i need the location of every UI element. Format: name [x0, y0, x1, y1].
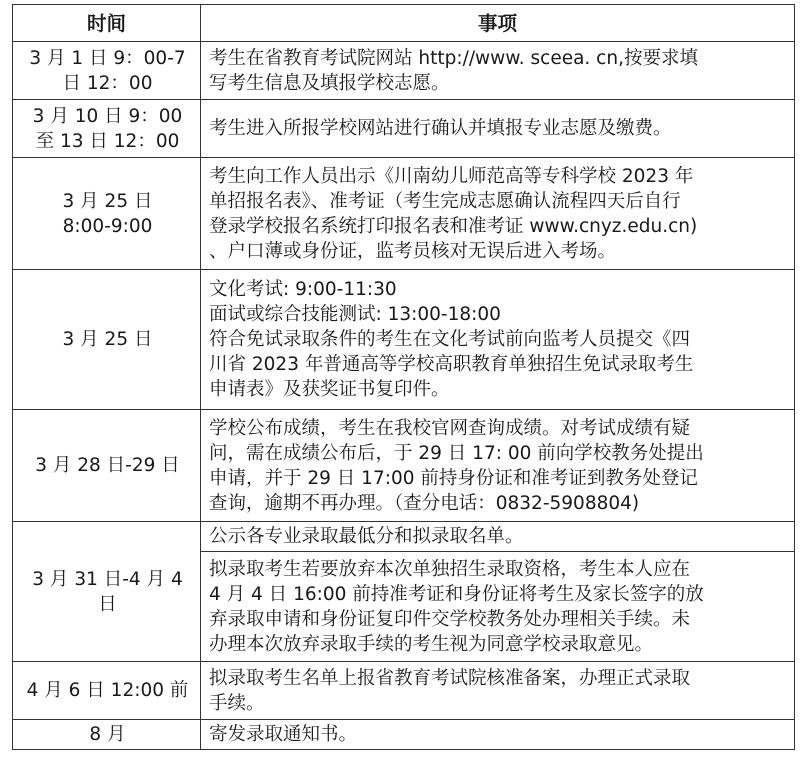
admission-schedule-table [12, 4, 795, 750]
time-cell [13, 410, 201, 522]
item-cell [201, 522, 795, 552]
time-line: 3 月 31 日-4 月 4 [32, 568, 183, 590]
time-cell [13, 522, 201, 662]
item-line: 手续。 [209, 692, 265, 714]
time-cell [13, 100, 201, 158]
item-line: 申请，并于 29 日 17:00 前持身份证和准考证到教务处登记 [209, 467, 698, 489]
time-line: 8 月 [89, 724, 126, 745]
item-line: 公示各专业录取最低分和拟录取名单。 [209, 526, 524, 547]
time-line: 3 月 1 日 9：00-7 [29, 47, 186, 69]
time-line: 日 12：00 [62, 72, 153, 94]
time-cell [13, 42, 201, 100]
item-cell [201, 158, 795, 270]
time-line: 3 月 10 日 9：00 [32, 105, 183, 127]
time-cell [13, 158, 201, 270]
table-row [13, 720, 795, 750]
time-line: 日 [98, 593, 117, 615]
time-line: 8:00-9:00 [62, 215, 153, 237]
item-line: 拟录取考生若要放弃本次单独招生录取资格，考生本人应在 [209, 558, 691, 580]
table-row [13, 662, 795, 720]
table-row [13, 270, 795, 410]
item-line: 文化考试: 9:00-11:30 [209, 279, 397, 300]
item-line: 拟录取考生名单上报省教育考试院核准备案，办理正式录取 [209, 667, 691, 689]
item-cell [201, 42, 795, 100]
item-line: 学校公布成绩，考生在我校官网查询成绩。对考试成绩有疑 [209, 417, 691, 439]
item-line: 单招报名表》、准考证（考生完成志愿确认流程四天后自行 [209, 190, 681, 212]
item-line: 问，需在成绩公布后，于 29 日 17: 00 前向学校教务处提出 [209, 442, 704, 464]
item-line: 弃录取申请和身份证复印件交学校教务处办理相关手续。未 [209, 608, 691, 630]
table-row [13, 410, 795, 522]
item-cell [201, 270, 795, 410]
item-cell [201, 552, 795, 662]
table-row [13, 522, 795, 552]
item-line: 寄发录取通知书。 [209, 724, 358, 745]
item-cell [201, 720, 795, 750]
table-row [13, 42, 795, 100]
item-line: 查询，逾期不再办理。（查分电话：0832-5908804) [209, 492, 640, 514]
item-line: 、户口薄或身份证，监考员核对无误后进入考场。 [209, 240, 617, 262]
item-cell [201, 410, 795, 522]
item-line: 登录学校报名系统打印报名表和准考证 www.cnyz.edu.cn) [209, 215, 698, 237]
item-line: 写考生信息及填报学校志愿。 [209, 72, 450, 94]
item-line: 符合免试录取条件的考生在文化考试前向监考人员提交《四 [209, 329, 691, 350]
header-time: 时间 [13, 5, 201, 42]
item-line: 4 月 4 日 16:00 前持准考证和身份证将考生及家长签字的放 [209, 583, 704, 605]
item-line: 办理本次放弃录取手续的考生视为同意学校录取意见。 [209, 633, 654, 655]
item-line: 考生进入所报学校网站进行确认并填报专业志愿及缴费。 [209, 118, 672, 139]
item-line: 考生在省教育考试院网站 http://www. sceea. cn,按要求填 [209, 47, 698, 69]
time-cell [13, 720, 201, 750]
time-cell [13, 662, 201, 720]
item-line: 面试或综合技能测试: 13:00-18:00 [209, 304, 501, 325]
time-line: 3 月 25 日 [62, 190, 153, 212]
table-header-row [13, 5, 795, 42]
header-item: 事项 [201, 5, 795, 42]
item-cell [201, 662, 795, 720]
table-row [13, 100, 795, 158]
time-line: 3 月 28 日-29 日 [35, 455, 180, 476]
time-line: 至 13 日 12：00 [35, 130, 180, 152]
table-row [13, 158, 795, 270]
item-line: 川省 2023 年普通高等学校高职教育单独招生免试录取考生 [209, 354, 694, 375]
time-line: 4 月 6 日 12:00 前 [26, 680, 189, 701]
time-line: 3 月 25 日 [62, 329, 153, 350]
item-line: 考生向工作人员出示《川南幼儿师范高等专科学校 2023 年 [209, 165, 694, 187]
item-line: 申请表》及获奖证书复印件。 [209, 379, 450, 400]
item-cell [201, 100, 795, 158]
time-cell [13, 270, 201, 410]
